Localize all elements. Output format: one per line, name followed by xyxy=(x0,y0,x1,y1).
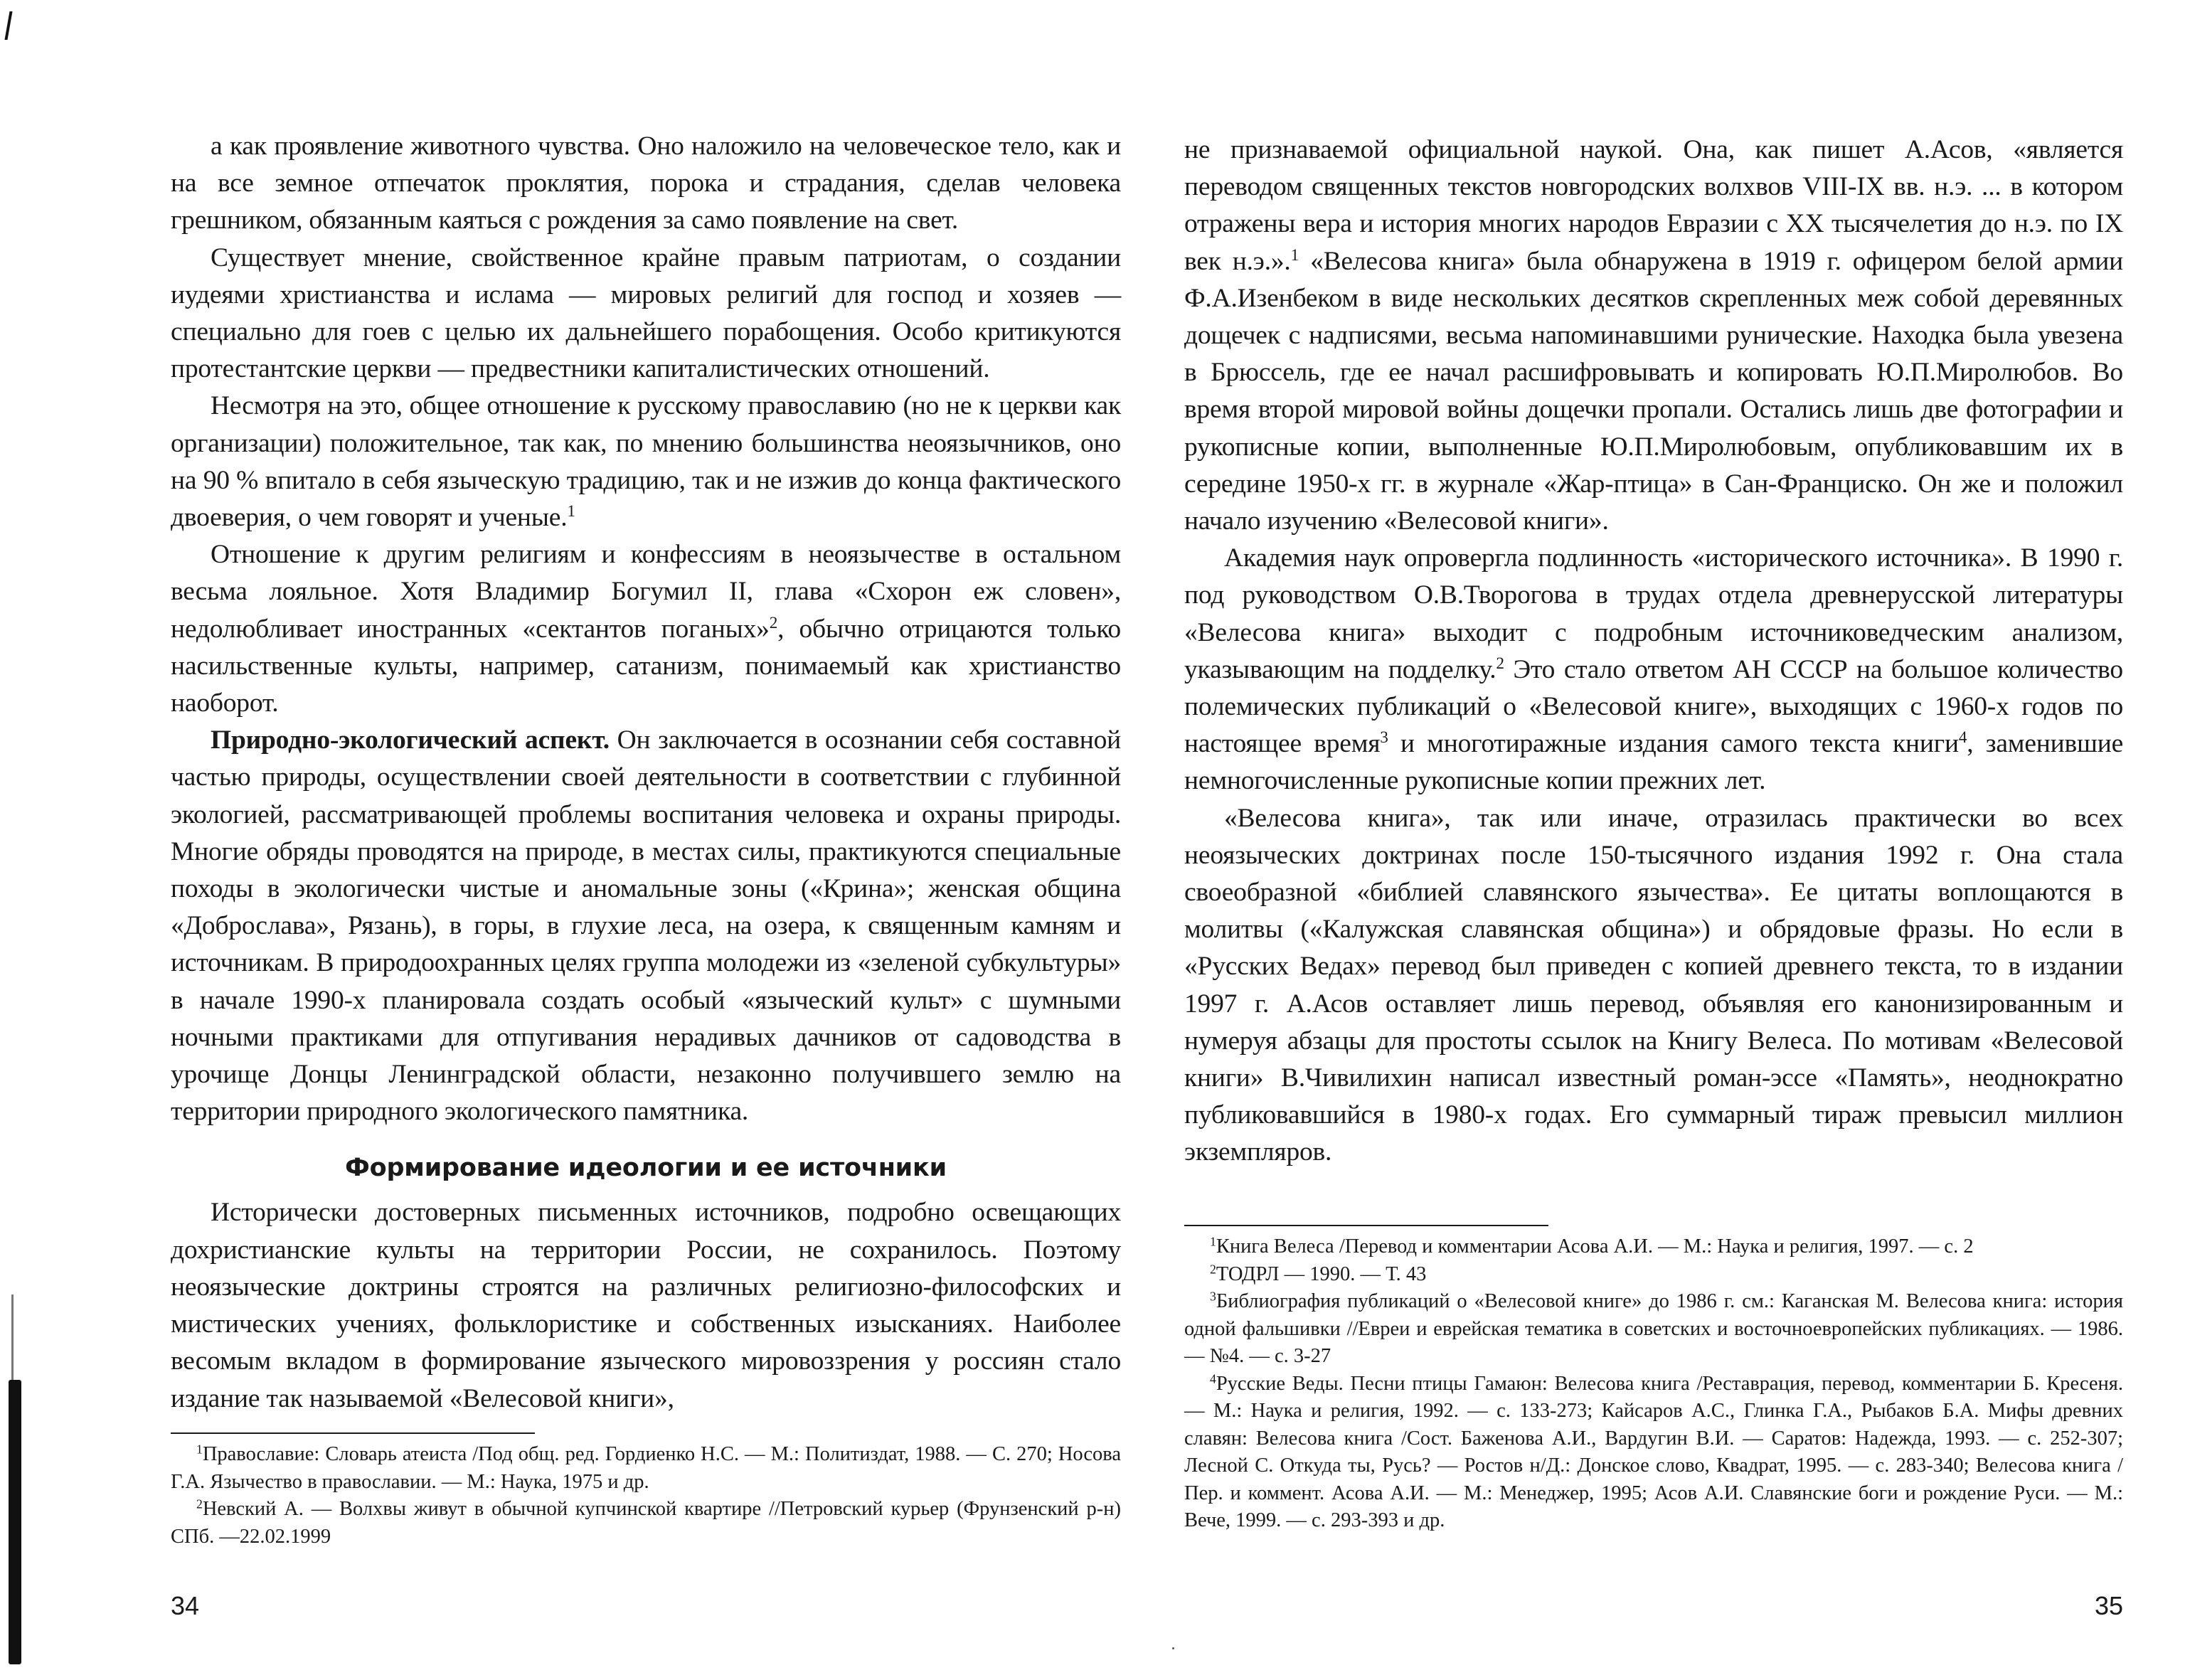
footnote-text: Православие: Словарь атеиста /Под общ. ред. Гордиенко Н.С. — М.: Политиздат, 1988. — С. 270; Носова Г.А. Язычество в православии. — М.: Наука, 1975 и др. xyxy=(171,1443,1121,1493)
footnote xyxy=(1184,1288,2123,1371)
footnote-text: Книга Велеса /Перевод и комментарии Асова А.И. — М.: Наука и религия, 1997. — с. 2 xyxy=(1216,1235,1974,1258)
footnote xyxy=(1184,1261,2123,1289)
footnote-number: 2 xyxy=(1210,1261,1216,1276)
footnotes xyxy=(1184,1233,2123,1535)
paragraph xyxy=(171,388,1121,536)
footnote xyxy=(171,1496,1121,1551)
paragraph xyxy=(171,722,1121,1130)
paragraph-text: а как проявление животного чувства. Оно наложило на человеческое тело, как и на все земное отпечаток проклятия, порока и страдания, сделав человека грешником, обязанным каяться с рождения за само появление на свет. xyxy=(171,132,1121,235)
footnotes xyxy=(171,1441,1121,1551)
left-page xyxy=(171,0,1121,1680)
paragraph-text: и многотиражные издания самого текста книги xyxy=(1388,729,1959,759)
footnote-text: ТОДРЛ — 1990. — Т. 43 xyxy=(1216,1262,1427,1285)
paragraph-text: Исторически достоверных письменных источников, подробно освещающих дохристианские культы на территории России, не сохранилось. Поэтому неоязыческие доктрины строятся на различных религиозно-философских и мистических учениях, фольклористике и собственных изысканиях. Наиболее весомым вкладом в формирование языческого мировоззрения у россиян стало издание так называемой «Велесовой книги», xyxy=(171,1198,1121,1413)
footnote-ref: 1 xyxy=(1290,245,1299,265)
scan-artifact xyxy=(11,1294,14,1380)
right-page-body xyxy=(1184,132,2123,1171)
paragraph-text: , обычно отрицаются только насильственные культы, например, сатанизм, понимаемый как христианство наоборот. xyxy=(171,614,1121,718)
scan-artifact xyxy=(4,11,12,40)
footnote-ref: 2 xyxy=(769,613,778,632)
paragraph-text: «Велесова книга», так или иначе, отразилась практически во всех неоязыческих доктринах после 150-тысячного издания 1992 г. Она стала своеобразной «библией славянского язычества». Ее цитаты воплощаются в молитвы («Калужская славянская община») и обрядовые фразы. Но если в «Русских Ведах» перевод был приведен с копией древнего текста, то в издании 1997 г. А.Асов оставляет лишь перевод, объявляя его канонизированным и нумеруя абзацы для простоты ссылок на Книгу Велеса. По мотивам «Велесовой книги» В.Чивилихин написал известный роман-эссе «Память», неоднократно публиковавшийся в 1980-х годах. Его суммарный тираж превысил миллион экземпляров. xyxy=(1184,803,2123,1167)
section-heading: Формирование идеологии и ее источники xyxy=(345,1154,947,1183)
right-page xyxy=(1184,0,2123,1680)
paragraph-text: не признаваемой официальной наукой. Она, как пишет А.Асов, «является переводом священных текстов новгородских волхвов VIII-IX вв. н.э. ... в котором отражены вера и история многих народов Евразии с XX тысячелетия до н.э. по IX век н.э.». xyxy=(1184,135,2123,276)
footnote-ref: 2 xyxy=(1496,654,1504,674)
footnote xyxy=(1184,1371,2123,1535)
paragraph-text: Существует мнение, свойственное крайне правым патриотам, о создании иудеями христианства и ислама — мировых религий для господ и хозяев — специально для гоев с целью их дальнейшего порабощения. Особо критикуются протестантские церкви — предвестники капиталистических отношений. xyxy=(171,243,1121,384)
paragraph-text: , заменившие немногочисленные рукописные копии прежних лет. xyxy=(1184,729,2124,796)
paragraph xyxy=(1184,132,2123,540)
paragraph-lead: Природно-экологический аспект. xyxy=(211,725,610,755)
paragraph xyxy=(1184,540,2123,799)
scan-artifact xyxy=(9,1380,21,1664)
footnote-text: Русские Веды. Песни птицы Гамаюн: Велесова книга /Реставрация, перевод, комментарии Б. Кресеня. — М.: Наука и религия, 1992. — с. 133-273; Кайсаров А.С., Глинка Г.А., Рыбаков Б.А. Мифы древних славян: Велесова книга /Сост. Баженова А.И., Вардугин В.И. — Саратов: Надежда, 1993. — с. 252-307; Лесной С. Откуда ты, Русь? — Ростов н/Д.: Донское слово, Квадрат, 1995. — с. 283-340; Велесова книга /Пер. и коммент. Асова А.И. — М.: Менеджер, 1995; Асов А.И. Славянские боги и рождение Руси. — М.: Вече, 1999. — с. 293-393 и др. xyxy=(1184,1372,2123,1531)
paragraph xyxy=(171,240,1121,388)
footnote-rule xyxy=(1184,1225,1548,1226)
footnote-ref: 3 xyxy=(1380,728,1388,748)
paragraph-text: Академия наук опровергла подлинность «исторического источника». В 1990 г. под руководством О.В.Творогова в трудах отдела древнерусской литературы «Велесова книга» выходит с подробным источниковедческим анализом, указывающим на подделку. xyxy=(1184,543,2123,684)
footnote-text: Невский А. — Волхвы живут в обычной купчинской квартире //Петровский курьер (Фрунзенский р-н) СПб. —22.02.1999 xyxy=(171,1498,1121,1548)
footnote-ref: 1 xyxy=(567,502,575,521)
footnote-rule xyxy=(171,1432,535,1434)
scan-artifact xyxy=(1172,1647,1174,1649)
paragraph-text: «Велесова книга» была обнаружена в 1919 г. офицером белой армии Ф.А.Изенбеком в виде нескольких десятков скрепленных меж собой деревянных дощечек с надписями, весьма напоминавшими рунические. Находка была увезена в Брюссель, где ее начал расшифровывать и копировать Ю.П.Миролюбов. Во время второй мировой войны дощечки пропали. Остались лишь две фотографии и рукописные копии, выполненные Ю.П.Миролюбовым, опубликовавшим их в середине 1950-х гг. в журнале «Жар-птица» в Сан-Франциско. Он же и положил начало изучению «Велесовой книги». xyxy=(1184,246,2123,536)
footnote-number: 2 xyxy=(196,1496,203,1511)
page-number: 35 xyxy=(2094,1591,2123,1620)
paragraph xyxy=(171,536,1121,722)
footnote xyxy=(171,1441,1121,1496)
paragraph-text: Отношение к другим религиям и конфессиям в неоязычестве в остальном весьма лояльное. Хотя Владимир Богумил II, глава «Схорон еж словен», недолюбливает иностранных «сектантов поганых» xyxy=(171,540,1121,644)
footnote-ref: 4 xyxy=(1958,728,1967,748)
footnote-text: Библиография публикаций о «Велесовой книге» до 1986 г. см.: Каганская М. Велесова книга: история одной фальшивки //Евреи и еврейская тематика в советских и восточноевропейских публикациях. — 1986. — №4. — с. 3-27 xyxy=(1184,1290,2123,1367)
footnote-number: 4 xyxy=(1210,1371,1216,1386)
footnote-number: 1 xyxy=(196,1442,203,1457)
page-number: 34 xyxy=(171,1591,200,1620)
paragraph xyxy=(171,128,1121,240)
paragraph-text: Он заключается в осознании себя составной частью природы, осуществлении своей деятельности в соответствии с глубинной экологией, рассматривающей проблемы воспитания человека и охраны природы. Многие обряды проводятся на природе, в местах силы, практикуются специальные походы в экологически чистые и аномальные зоны («Крина»; женская община «Доброслава», Рязань), в горы, в глухие леса, на озера, к священным камням и источникам. В природоохранных целях группа молодежи из «зеленой субкультуры» в начале 1990-х планировала создать особый «языческий культ» с шумными ночными практиками для отпугивания нерадивых дачников от садоводства в урочище Донцы Ленинградской области, незаконно получившего землю на территории природного экологического памятника. xyxy=(171,725,1121,1127)
paragraph xyxy=(1184,800,2123,1171)
left-page-body xyxy=(171,128,1121,1418)
paragraph xyxy=(171,1194,1121,1417)
footnote-number: 1 xyxy=(1210,1234,1216,1249)
footnote-number: 3 xyxy=(1210,1289,1216,1304)
paragraph-text: Несмотря на это, общее отношение к русскому православию (но не к церкви как организации) положительное, так как, по мнению большинства неоязычников, оно на 90 % впитало в себя языческую традицию, так и не изжив до конца фактического двоеверия, о чем говорят и ученые. xyxy=(171,391,1121,533)
footnote xyxy=(1184,1233,2123,1261)
paragraph-text: Это стало ответом АН СССР на большое количество полемических публикаций о «Велесовой книге», выходящих с 1960-х годов по настоящее время xyxy=(1184,654,2123,759)
